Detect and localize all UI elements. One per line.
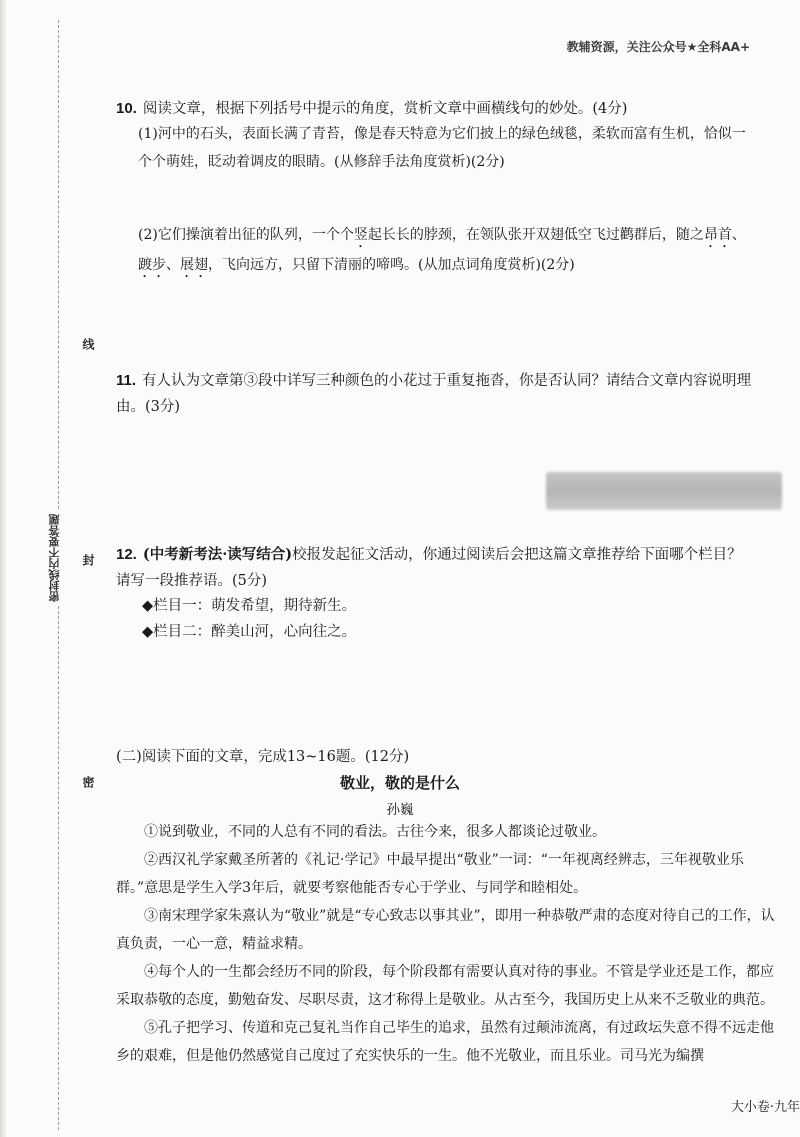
- part-line: (2)它们操演着出征的队列，一个个竖起长长的脖颈，在领队张开双翅低空飞过鹳群后，随之昂首、: [138, 227, 746, 243]
- question-number: 12.: [116, 546, 137, 563]
- seal-line-note: 密封线内不要答题: [47, 510, 63, 606]
- option-column-1: ◆栏目一：萌发希望，期待新生。: [142, 598, 357, 614]
- question-line: 请写一段推荐语。(5分): [116, 573, 268, 589]
- question-line: 11. 有人认为文章第③段中详写三种颜色的小花过于重复拖沓，你是否认同？请结合文章内容说明理: [116, 372, 752, 389]
- question-tag: (中考新考法·读写结合): [142, 546, 293, 563]
- dotted-word: 竖: [353, 227, 368, 243]
- question-prompt: 阅读文章，根据下列括号中提示的角度，赏析文章中画横线句的妙处。(4分): [142, 101, 628, 117]
- option-column-2: ◆栏目二：醉美山河，心向往之。: [142, 624, 357, 640]
- question-11: [116, 368, 784, 420]
- question-10-part-2: [138, 221, 788, 281]
- article-author: 孙巍: [386, 802, 414, 818]
- question-line: 由。(3分): [116, 399, 181, 415]
- part-line: (1)河中的石头，表面长满了青苔，像是春天特意为它们披上的绿色绒毯，柔软而富有生机，恰似一: [138, 126, 746, 142]
- paragraph-4: ④每个人的一生都会经历不同的阶段，每个阶段都有需要认真对待的事业。不管是学业还是工作，都应采取恭敬的态度，勤勉奋发、尽职尽责，这才称得上是敬业。从古至今，我国历史上从来不乏敬业的典范。: [116, 964, 774, 1008]
- question-10-part-1: [138, 120, 788, 176]
- paragraph-2: ②西汉礼学家戴圣所著的《礼记·学记》中最早提出“敬业”一词：“一年视离经辨志，三年视敬业乐群。”意思是学生入学3年后，就要考察他能否专心于学业、与同学和睦相处。: [116, 852, 744, 896]
- article-title: 敬业，敬的是什么: [339, 774, 460, 792]
- dotted-word: 踱步: [138, 257, 166, 273]
- part-line: 踱步、展翅，飞向远方，只留下清丽的啼鸣。(从加点词角度赏析)(2分): [138, 257, 575, 273]
- header-note: 教辅资源，关注公众号★全科AA+: [566, 40, 750, 54]
- scan-smudge: [546, 472, 782, 510]
- dotted-word: 昂首: [703, 227, 732, 243]
- seal-mark-secret: 密: [81, 776, 95, 788]
- seal-mark-line: 线: [81, 338, 95, 350]
- question-10: [116, 96, 784, 122]
- question-12: [116, 542, 784, 594]
- question-line: 12. (中考新考法·读写结合)校报发起征文活动，你通过阅读后会把这篇文章推荐给下面哪个栏目？: [116, 546, 742, 563]
- question-number: 10.: [116, 100, 137, 117]
- paragraph-5: ⑤孔子把学习、传道和克己复礼当作自己毕生的追求，虽然有过颠沛流离，有过政坛失意不得不远走他乡的艰难，但是他仍然感觉自己度过了充实快乐的一生。他不光敬业，而且乐业。司马光为编撰: [116, 1020, 774, 1064]
- dotted-word: 展翅: [180, 257, 208, 273]
- paragraph-3: ③南宋理学家朱熹认为“敬业”就是“专心致志以事其业”，即用一种恭敬严肃的态度对待自己的工作，认真负责，一心一意，精益求精。: [116, 908, 775, 952]
- paragraph-1: ①说到敬业，不同的人总有不同的看法。古往今来，很多人都谈论过敬业。: [144, 824, 606, 840]
- part-line: 个个萌娃，眨动着调皮的眼睛。(从修辞手法角度赏析)(2分): [138, 154, 505, 170]
- seal-mark-seal: 封: [81, 554, 95, 566]
- footer-label: 大小卷·九年: [730, 1100, 800, 1115]
- binding-edge: [0, 0, 6, 1137]
- question-number: 11.: [116, 372, 137, 389]
- section-heading: (二)阅读下面的文章，完成13~16题。(12分): [116, 749, 410, 765]
